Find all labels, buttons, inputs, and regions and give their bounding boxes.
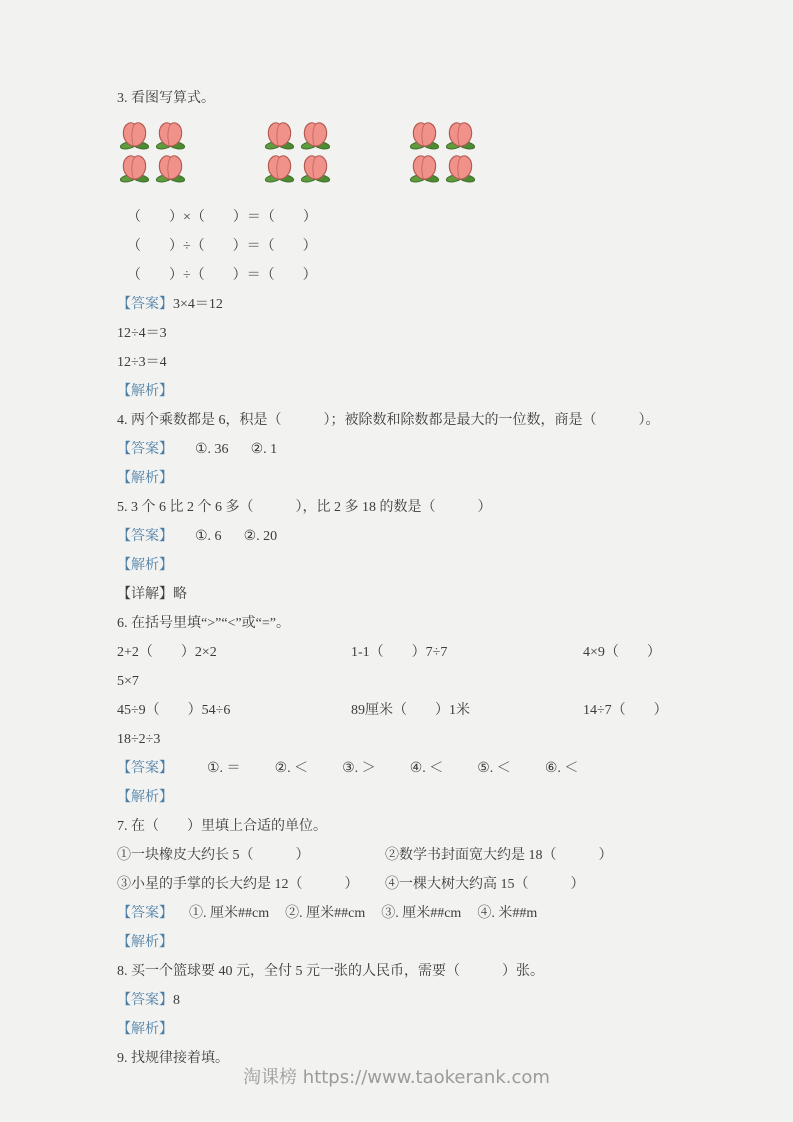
peach-icon: [300, 119, 331, 150]
detail-label: 【详解】: [117, 587, 173, 602]
q8-answer-line: [117, 992, 693, 1009]
peach-group: [264, 119, 333, 183]
peach-icon: [119, 152, 150, 183]
q9-title: 9. 找规律接着填。: [117, 1051, 229, 1066]
q7-unit-cell: ③小星的手掌的长大约是 12（ ）: [117, 877, 359, 892]
q3-eq-multiplication: （ ）×（ ）＝（ ）: [127, 210, 317, 225]
q7-row-1: [117, 847, 693, 864]
analysis-label: 【解析】: [117, 471, 173, 486]
q3-answer-value: 3×4＝12: [173, 297, 223, 312]
q7-title: 7. 在（ ）里填上合适的单位。: [117, 819, 327, 834]
answer-part: ①. 6: [195, 529, 222, 544]
q7-analysis-line: [117, 934, 693, 951]
answer-part: ①. 36: [195, 442, 229, 457]
answer-label: 【答案】: [117, 906, 173, 921]
peach-group: [119, 119, 188, 183]
peach-icon: [264, 152, 295, 183]
peach-icon: [119, 119, 150, 150]
peach-group: [409, 119, 478, 183]
q6-compare-cell: 4×9（ ）: [583, 645, 661, 660]
q3-title: 3. 看图写算式。: [117, 91, 215, 106]
q3-answer-line: [117, 296, 693, 313]
answer-label: 【答案】: [117, 761, 173, 776]
analysis-label: 【解析】: [117, 790, 173, 805]
q3-analysis-line: [117, 383, 693, 400]
q7-row-2: [117, 876, 693, 893]
q5-title: 5. 3 个 6 比 2 个 6 多（ ），比 2 多 18 的数是（ ）: [117, 500, 492, 515]
q3-answer-line-2: 12÷4＝3: [117, 326, 167, 341]
q8-title: 8. 买一个篮球要 40 元，全付 5 元一张的人民币，需要（ ）张。: [117, 964, 544, 979]
q6-compare-cell: 45÷9（ ）54÷6: [117, 703, 231, 718]
answer-part: ①. ＝: [207, 761, 241, 776]
q7-unit-cell: ①一块橡皮大约长 5（ ）: [117, 848, 310, 863]
answer-label: 【答案】: [117, 442, 173, 457]
peach-icon: [300, 152, 331, 183]
q6-row-2: 5×7: [117, 674, 139, 689]
worksheet-content: [117, 90, 693, 1079]
q6-compare-cell: 1-1（ ）7÷7: [351, 645, 448, 660]
analysis-label: 【解析】: [117, 384, 173, 399]
answer-label: 【答案】: [117, 529, 173, 544]
peach-icon: [155, 119, 186, 150]
answer-label: 【答案】: [117, 993, 173, 1008]
answer-part: ②. 1: [250, 442, 278, 457]
q8-analysis-line: [117, 1021, 693, 1038]
q4-answer-line: [117, 441, 693, 458]
peach-icon: [264, 119, 295, 150]
answer-part: ⑤. ＜: [477, 761, 511, 776]
answer-part: ②. ＜: [274, 761, 309, 776]
answer-part: ⑥. ＜: [544, 761, 579, 776]
answer-part: ②. 20: [243, 529, 278, 544]
answer-part: ①. 厘米##cm: [189, 906, 270, 921]
answer-part: ③. ＞: [342, 761, 376, 776]
answer-part: ③. 厘米##cm: [381, 906, 462, 921]
q4-analysis-line: [117, 470, 693, 487]
q7-answer-line: [117, 905, 693, 922]
q6-analysis-line: [117, 789, 693, 806]
q7-unit-cell: ④一棵大树大约高 15（ ）: [385, 877, 585, 892]
analysis-label: 【解析】: [117, 1022, 173, 1037]
answer-label: 【答案】: [117, 297, 173, 312]
q3-eq-division-2: （ ）÷（ ）＝（ ）: [127, 268, 317, 283]
answer-part: ②. 厘米##cm: [285, 906, 366, 921]
q5-detail-line: [117, 586, 693, 603]
q3-answer-line-3: 12÷3＝4: [117, 355, 167, 370]
q4-title: 4. 两个乘数都是 6，积是（ ）；被除数和除数都是最大的一位数，商是（ ）。: [117, 413, 660, 428]
q8-answer-value: 8: [173, 993, 180, 1008]
peach-icon: [445, 152, 476, 183]
analysis-label: 【解析】: [117, 558, 173, 573]
peach-groups: [119, 119, 693, 183]
answer-part: ④. ＜: [409, 761, 444, 776]
q5-answer-line: [117, 528, 693, 545]
q3-eq-division-1: （ ）÷（ ）＝（ ）: [127, 239, 317, 254]
q7-unit-cell: ②数学书封面宽大约是 18（ ）: [385, 848, 613, 863]
q6-row-4: 18÷2÷3: [117, 732, 161, 747]
peach-icon: [409, 119, 440, 150]
q6-compare-cell: 2+2（ ）2×2: [117, 645, 217, 660]
q6-title: 6. 在括号里填“>”“<”或“=”。: [117, 616, 290, 631]
q5-analysis-line: [117, 557, 693, 574]
peach-icon: [155, 152, 186, 183]
peach-icon: [445, 119, 476, 150]
answer-part: ④. 米##m: [477, 906, 538, 921]
q6-row-3: [117, 702, 693, 719]
analysis-label: 【解析】: [117, 935, 173, 950]
q6-compare-cell: 14÷7（ ）: [583, 703, 668, 718]
q6-row-1: [117, 644, 693, 661]
q6-answer-line: [117, 760, 693, 777]
peach-icon: [409, 152, 440, 183]
q6-compare-cell: 89厘米（ ）1米: [351, 703, 470, 718]
footer-watermark: 淘课榜 https://www.taokerank.com: [243, 1067, 550, 1088]
detail-value: 略: [173, 587, 187, 602]
